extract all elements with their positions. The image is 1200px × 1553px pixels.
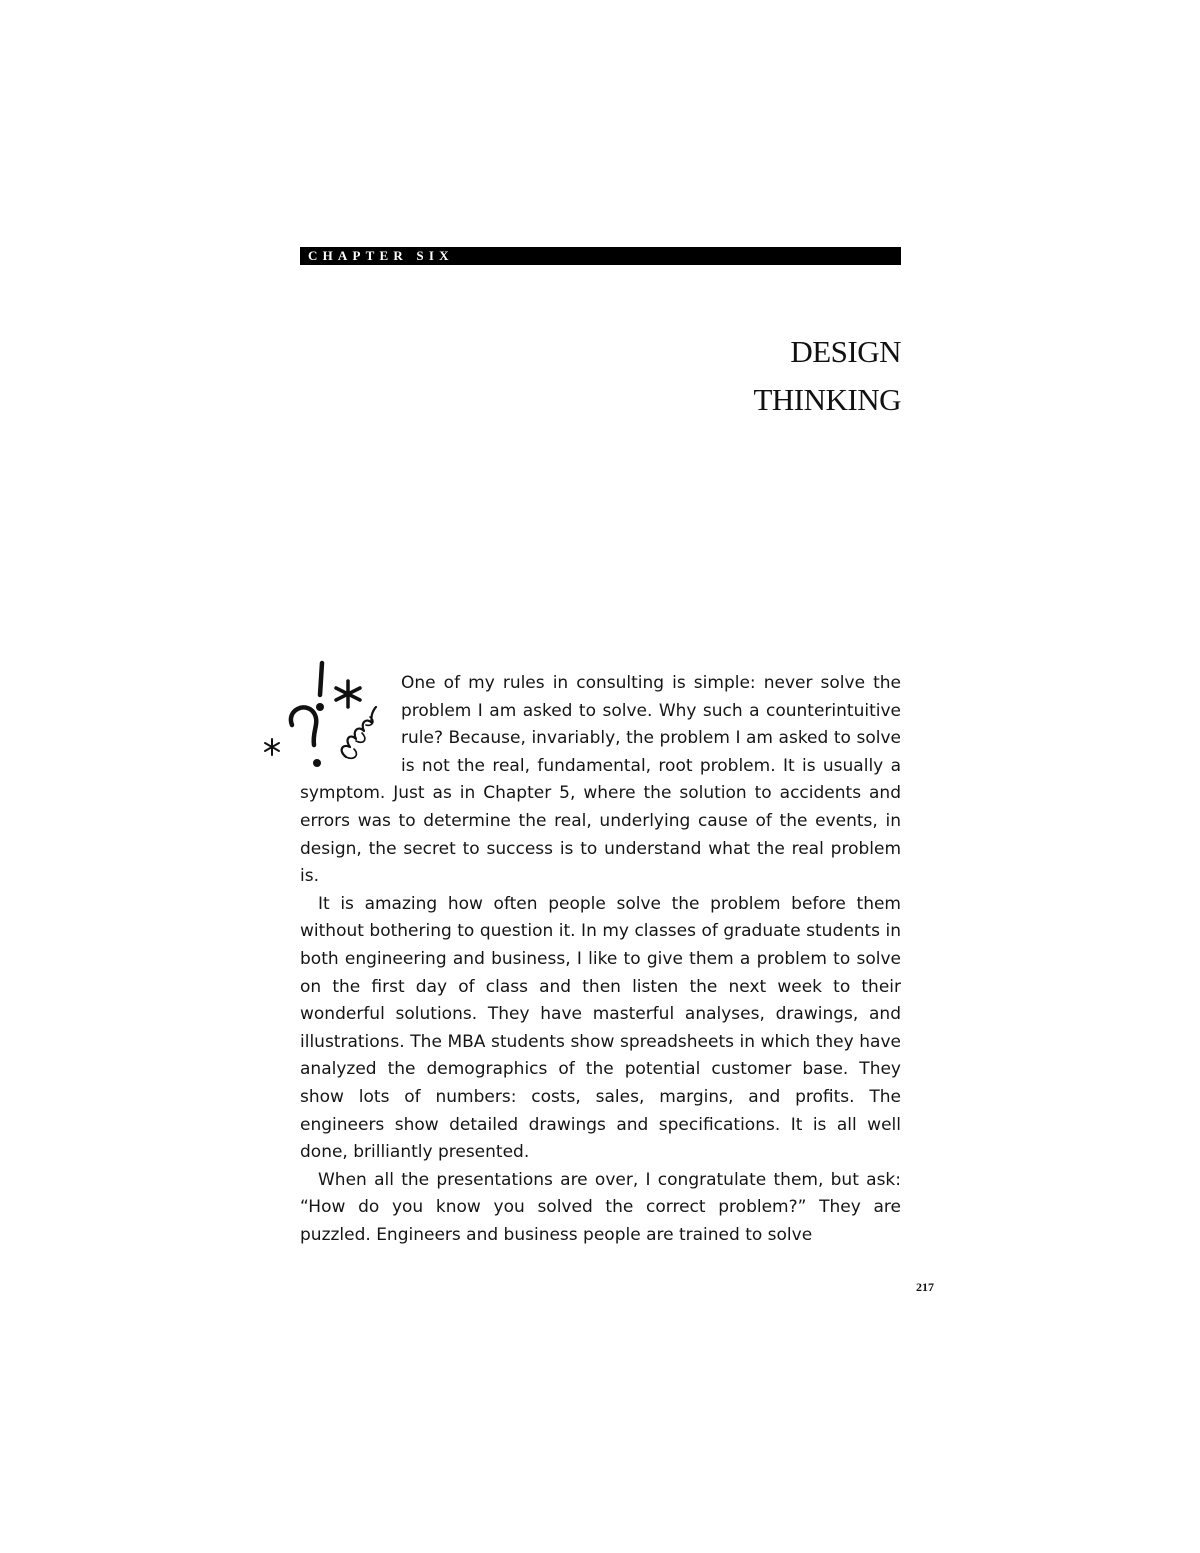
paragraph-1-text: One of my rules in consulting is simple: never solve the problem I am asked to solve. Why such a counterintuitive rule? Because, invariably, the problem I am asked to solve is not the real, fundamental, root problem. It is usually a symptom. Just as in Chapter 5, where the solution to accidents and errors was to determine the real, underlying cause of the events, in design, the secret to success is to understand what the real problem is. — [300, 673, 901, 887]
chapter-label-bar — [300, 247, 901, 265]
paragraph-2: It is amazing how often people solve the problem before them without bothering to question it. In my classes of graduate students in both engineering and business, I like to give them a problem to solve on the first day of class and then listen the next week to their wonderful solutions. They have masterful analyses, drawings, and illustrations. The MBA students show spreadsheets in which they have analyzed the demographics of the potential customer base. They show lots of numbers: costs, sales, margins, and profits. The engineers show detailed drawings and specifications. It is all well done, brilliantly presented. — [300, 893, 901, 1163]
chapter-title-line-1: DESIGN — [790, 334, 901, 369]
page-number: 217 — [916, 1280, 934, 1294]
chapter-title — [600, 328, 901, 424]
body-text — [300, 670, 901, 1249]
chapter-label: CHAPTER SIX — [308, 248, 454, 263]
paragraph-3: When all the presentations are over, I congratulate them, but ask: “How do you know you solved the correct problem?” They are puzzled. Engineers and business people are trained to solve — [300, 1169, 901, 1245]
paragraph-1 — [300, 670, 901, 891]
chapter-title-line-2: THINKING — [753, 382, 901, 417]
drop-ornament-space — [300, 670, 401, 775]
